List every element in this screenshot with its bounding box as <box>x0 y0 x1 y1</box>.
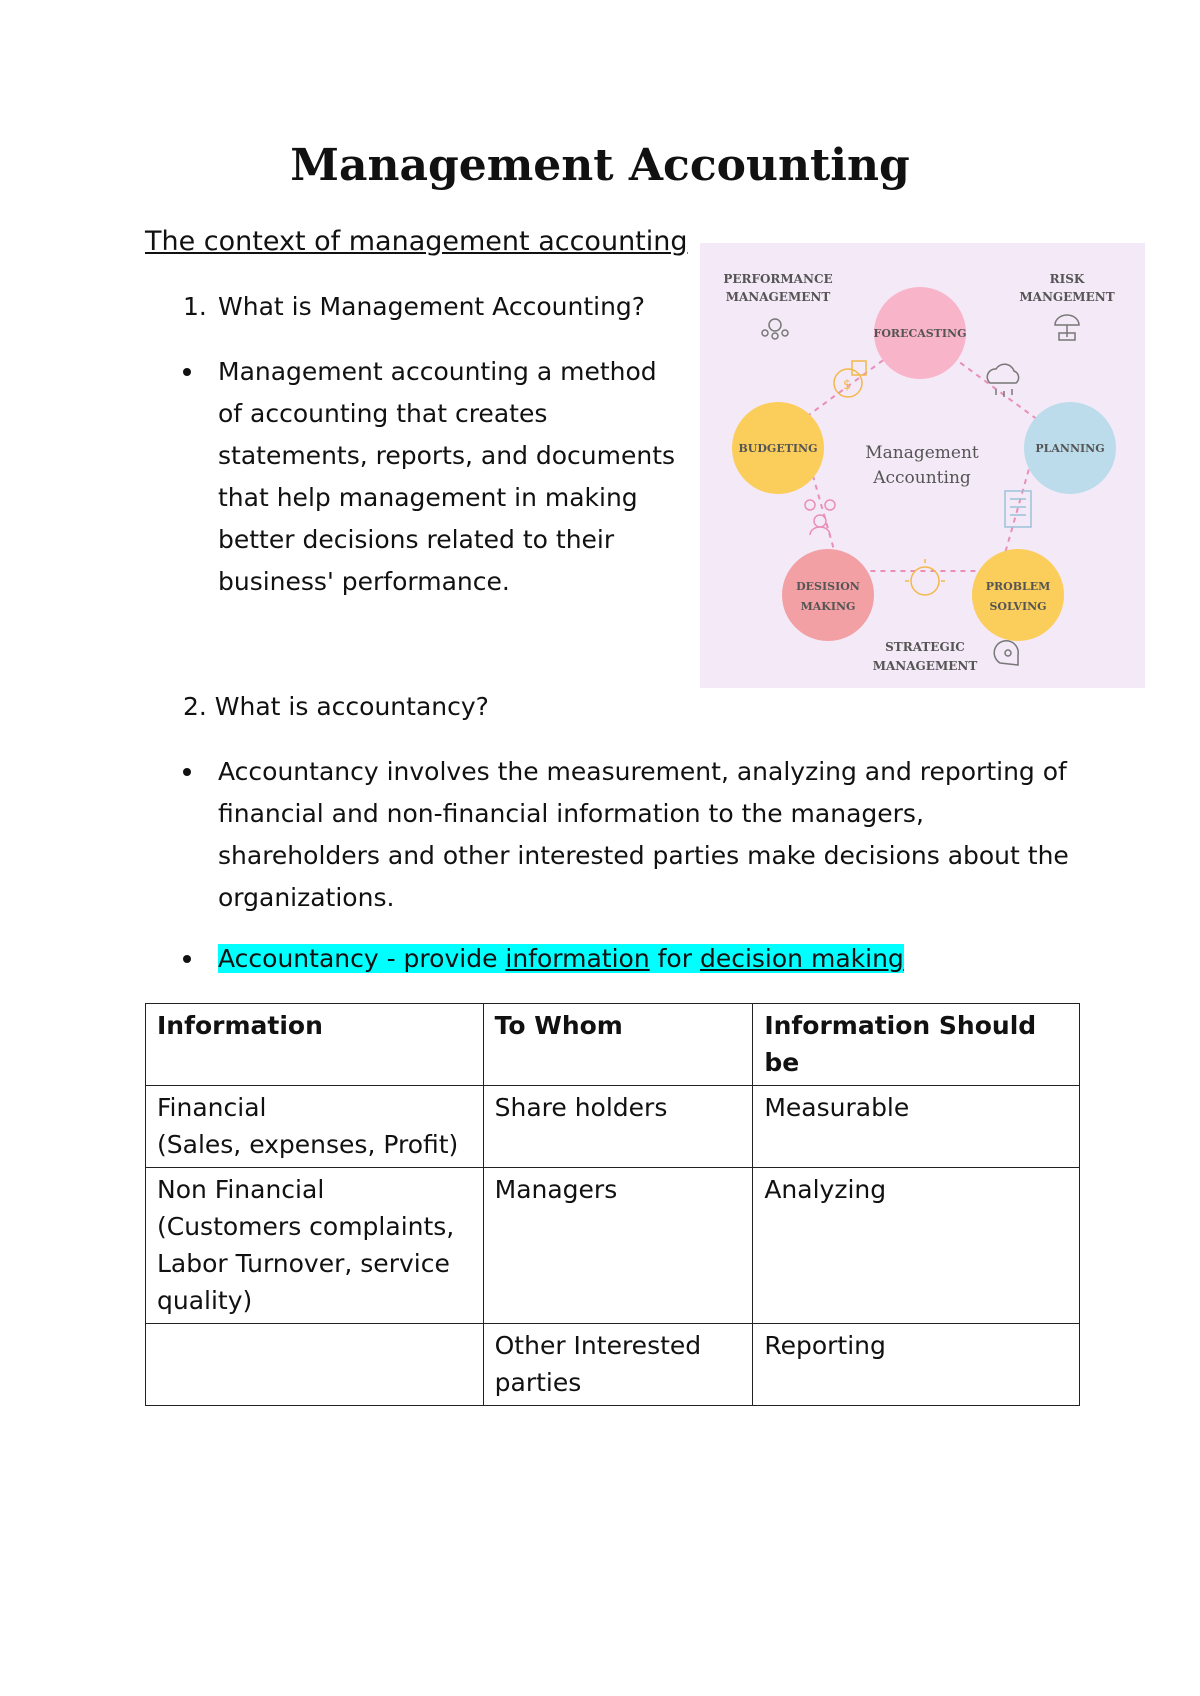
diagram-center-title-2: Accounting <box>873 468 971 488</box>
text-line: business' performance. <box>218 567 510 596</box>
table-row <box>146 1086 1080 1168</box>
section-heading: The context of management accounting <box>145 226 688 257</box>
performance-network-icon <box>762 319 788 339</box>
strategic-management-label-2: MANAGEMENT <box>872 659 978 673</box>
information-table <box>145 1003 1080 1406</box>
text-line: that help management in making <box>218 483 638 512</box>
budgeting-label: BUDGETING <box>738 442 818 455</box>
bullet-management-accounting-definition <box>218 351 675 603</box>
question-2: 2. What is accountancy? <box>183 692 489 721</box>
cloud-icon <box>987 364 1018 397</box>
coin-chart-icon <box>834 361 866 397</box>
table-cell <box>483 1324 753 1406</box>
performance-management-label-2: MANAGEMENT <box>725 290 831 304</box>
information-keyword: information <box>505 944 650 973</box>
risk-management-label: RISK <box>1049 272 1085 286</box>
planning-label: PLANNING <box>1035 442 1105 455</box>
problem-solving-label: PROBLEM <box>985 580 1051 593</box>
document-title: Management Accounting <box>290 140 910 191</box>
performance-management-label: PERFORMANCE <box>723 272 833 286</box>
table-cell: Reporting <box>753 1324 1080 1406</box>
people-icon <box>805 500 835 535</box>
cell-line: parties <box>494 1368 582 1397</box>
table-row <box>146 1168 1080 1324</box>
text-line: shareholders and other interested parties make decisions about the <box>218 841 1069 870</box>
problem-solving-label-2: SOLVING <box>989 600 1047 613</box>
highlighted-statement <box>218 938 904 980</box>
table-cell <box>146 1168 484 1324</box>
cell-line: Non Financial <box>157 1175 325 1204</box>
question-1-text: What is Management Accounting? <box>218 292 646 321</box>
text-line: statements, reports, and documents <box>218 441 676 470</box>
header-to-whom: To Whom <box>483 1004 753 1086</box>
svg-text:$: $ <box>843 378 852 393</box>
strategy-head-icon <box>994 641 1018 665</box>
question-1-number: 1. <box>183 292 207 321</box>
lightbulb-icon <box>905 559 945 595</box>
strategic-management-label: STRATEGIC <box>885 640 965 654</box>
table-cell <box>146 1324 484 1406</box>
cell-line: Managers <box>494 1175 618 1204</box>
highlight-text: Accountancy - provide <box>218 944 506 973</box>
cell-line: Labor Turnover, service <box>157 1249 450 1278</box>
decision-making-circle <box>782 549 874 641</box>
cell-line: Share holders <box>494 1093 668 1122</box>
diagram-center-title: Management <box>865 443 979 463</box>
table-cell: Analyzing <box>753 1168 1080 1324</box>
text-line: organizations. <box>218 883 395 912</box>
forecasting-label: FORECASTING <box>873 327 967 340</box>
cell-line: quality) <box>157 1286 253 1315</box>
risk-management-label-2: MANGEMENT <box>1019 290 1115 304</box>
bullet-icon <box>183 368 191 376</box>
management-accounting-diagram <box>700 243 1145 688</box>
table-cell <box>483 1086 753 1168</box>
table-cell <box>483 1168 753 1324</box>
cell-line: (Sales, expenses, Profit) <box>157 1130 459 1159</box>
text-line: Management accounting a method <box>218 357 657 386</box>
table-row <box>146 1324 1080 1406</box>
table-cell <box>146 1086 484 1168</box>
diagram-svg <box>700 243 1145 688</box>
cell-line: Other Interested <box>494 1331 702 1360</box>
bullet-icon <box>183 955 191 963</box>
header-information: Information <box>146 1004 484 1086</box>
decision-making-keyword: decision making <box>699 944 904 973</box>
table-cell: Measurable <box>753 1086 1080 1168</box>
table-header-row <box>146 1004 1080 1086</box>
decision-making-label-2: MAKING <box>800 600 856 613</box>
highlight-text-2: for <box>649 944 700 973</box>
text-line: better decisions related to their <box>218 525 615 554</box>
text-line: Accountancy involves the measurement, analyzing and reporting of <box>218 757 1067 786</box>
cell-line: Financial <box>157 1093 267 1122</box>
text-line: of accounting that creates <box>218 399 548 428</box>
bullet-accountancy-definition <box>218 751 1069 919</box>
text-line: financial and non-financial information to the managers, <box>218 799 924 828</box>
problem-solving-circle <box>972 549 1064 641</box>
header-information-should-be: Information Should be <box>753 1004 1080 1086</box>
bullet-icon <box>183 768 191 776</box>
risk-umbrella-icon <box>1055 315 1079 340</box>
cell-line: (Customers complaints, <box>157 1212 455 1241</box>
decision-making-label: DESISION <box>796 580 860 593</box>
